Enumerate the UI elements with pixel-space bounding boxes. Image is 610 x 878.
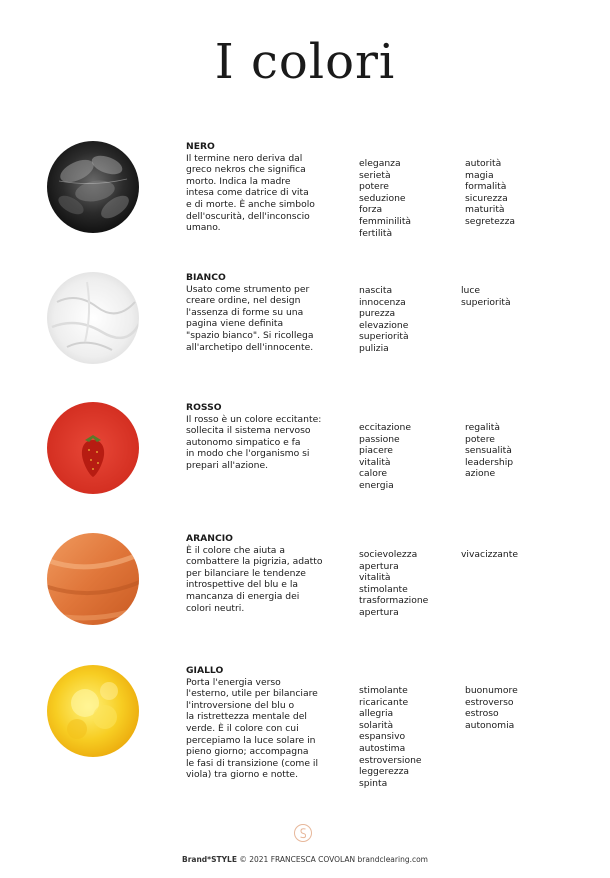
keyword: azione: [465, 468, 496, 480]
keyword: estroso: [465, 708, 499, 720]
keyword: socievolezza: [359, 549, 418, 560]
keyword: calore: [359, 468, 388, 480]
keyword: potere: [465, 433, 495, 445]
keyword: autonomia: [465, 719, 515, 731]
keyword: magia: [465, 169, 494, 181]
keyword: pulizia: [359, 342, 389, 354]
keyword: superiorità: [359, 331, 409, 343]
keyword: allegria: [359, 708, 394, 720]
keywords-column-1: [359, 158, 411, 239]
keyword: eccitazione: [359, 422, 412, 433]
keyword: seduzione: [359, 192, 406, 204]
color-section-bianco: [0, 272, 610, 382]
color-section-arancio: [0, 533, 610, 643]
keywords-column-1: [359, 685, 422, 789]
keyword: sicurezza: [465, 192, 508, 204]
rosso-strawberry-image: [47, 402, 139, 494]
keyword: trasformazione: [359, 595, 429, 607]
keyword: vitalità: [359, 572, 391, 584]
keyword: estroverso: [465, 696, 514, 708]
color-description: Il rosso è un colore eccitante: sollecita il sistema nervoso autonomo simpatico e fa in modo che l'organismo si prepari all'azione.: [186, 413, 322, 471]
keyword: buonumore: [465, 685, 518, 696]
keyword: maturità: [465, 204, 505, 216]
keyword: femminilità: [359, 215, 412, 227]
keyword: elevazione: [359, 319, 409, 331]
keyword: autostima: [359, 742, 406, 754]
keyword: forza: [359, 204, 383, 216]
keyword: autorità: [465, 158, 502, 169]
keywords-column-2: [465, 422, 513, 480]
keywords-column-2: [465, 158, 515, 228]
keyword: energia: [359, 479, 394, 491]
color-section-rosso: [0, 402, 610, 512]
keyword: regalità: [465, 422, 501, 433]
page-title: I colori: [214, 34, 396, 90]
color-name: ARANCIO: [186, 533, 233, 544]
nero-leaves-image: [47, 141, 139, 233]
keyword: ricaricante: [359, 696, 409, 708]
giallo-texture-image: [47, 665, 139, 757]
color-name: ROSSO: [186, 402, 222, 413]
keyword: stimolante: [359, 685, 408, 696]
keyword: estroversione: [359, 754, 422, 766]
keyword: innocenza: [359, 296, 406, 308]
keyword: luce: [461, 285, 481, 296]
color-name: GIALLO: [186, 665, 224, 676]
keyword: fertilità: [359, 227, 393, 239]
keyword: superiorità: [461, 296, 511, 308]
color-description: Il termine nero deriva dal greco nekros che significa morto. Indica la madre intesa come datrice di vita e di morte. È anche simbolo dell'oscurità, dell'inconscio umano.: [186, 152, 315, 234]
brand-logo-icon: [293, 823, 313, 843]
color-description: Usato come strumento per creare ordine, nel design l'assenza di forme su una pagina viene definita "spazio bianco". Si ricollega all'archetipo dell'innocente.: [186, 283, 314, 353]
keyword: passione: [359, 433, 400, 445]
color-section-giallo: [0, 665, 610, 805]
keyword: sensualità: [465, 445, 512, 457]
keyword: purezza: [359, 308, 396, 320]
keyword: serietà: [359, 169, 391, 181]
keyword: segretezza: [465, 215, 516, 227]
color-name: NERO: [186, 141, 215, 152]
keyword: leggerezza: [359, 766, 410, 778]
color-description: Porta l'energia verso l'esterno, utile per bilanciare l'introversione del blu o la ristrettezza mentale del verde. È il colore con cui percepiamo la luce solare in pieno giorno; accompagna le fasi di transizione (come il viola) tra giorno e notte.: [186, 676, 319, 781]
footer: [0, 855, 610, 864]
keywords-column-2: [461, 549, 518, 561]
keyword: solarità: [359, 719, 394, 731]
bianco-fabric-image: [47, 272, 139, 364]
keyword: apertura: [359, 560, 399, 572]
keywords-column-1: [359, 549, 428, 619]
keyword: apertura: [359, 606, 399, 618]
keyword: nascita: [359, 285, 393, 296]
keywords-column-1: [359, 422, 411, 492]
keywords-column-2: [465, 685, 518, 731]
keyword: vivacizzante: [461, 549, 519, 560]
keyword: potere: [359, 181, 389, 193]
keyword: eleganza: [359, 158, 401, 169]
color-section-nero: [0, 141, 610, 251]
keyword: spinta: [359, 777, 388, 789]
keywords-column-2: [461, 285, 511, 308]
keyword: stimolante: [359, 583, 408, 595]
keyword: espansivo: [359, 731, 406, 743]
keyword: piacere: [359, 445, 393, 457]
footer-credits: © 2021 FRANCESCA COVOLAN brandclearing.com: [239, 855, 428, 864]
color-description: È il colore che aiuta a combattere la pigrizia, adatto per bilanciare le tendenze introspettive del blu e la mancanza di energia dei colori neutri.: [186, 544, 323, 614]
arancio-pumpkin-image: [47, 533, 139, 625]
keywords-column-1: [359, 285, 409, 355]
footer-brand: Brand*STYLE: [181, 855, 237, 864]
keyword: vitalità: [359, 456, 391, 468]
keyword: leadership: [465, 456, 514, 468]
color-name: BIANCO: [186, 272, 226, 283]
keyword: formalità: [465, 181, 507, 193]
